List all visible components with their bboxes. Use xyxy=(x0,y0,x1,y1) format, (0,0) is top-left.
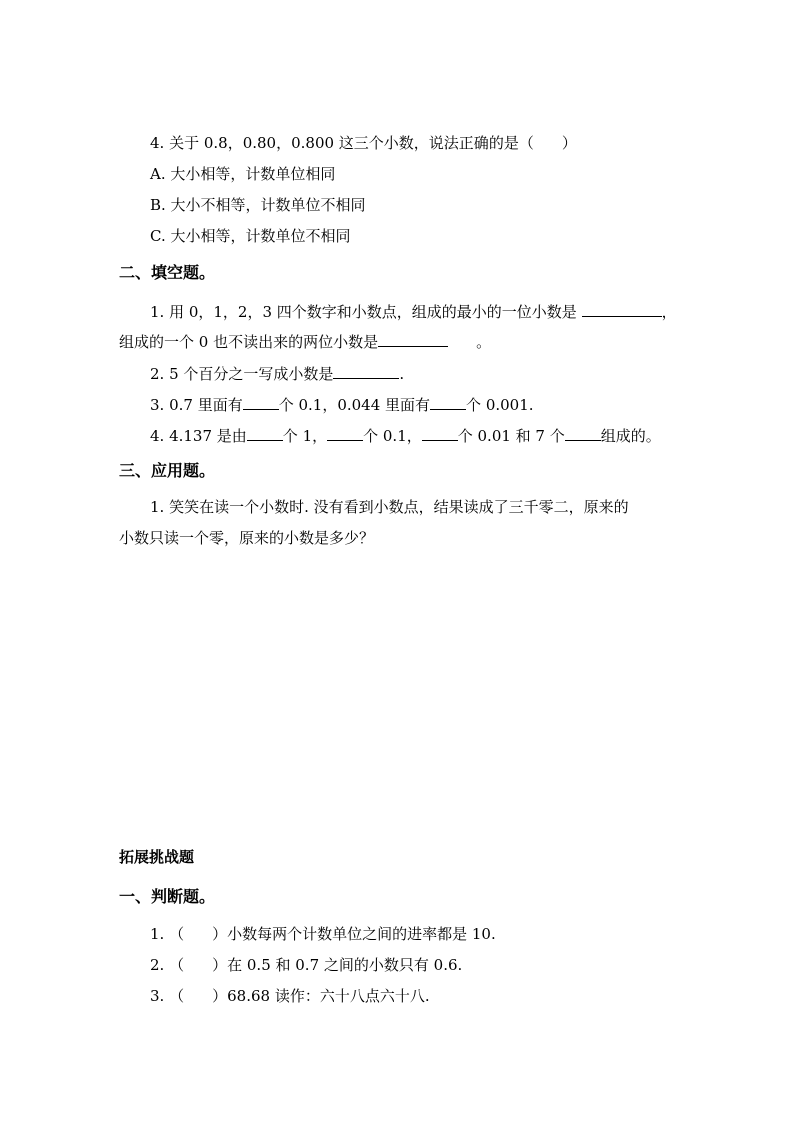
fill-q1-blank-1[interactable] xyxy=(582,301,662,317)
fill-q3-c: 个 0.001. xyxy=(466,396,534,414)
fill-q3-blank-2[interactable] xyxy=(430,394,466,410)
fill-q1-line2 xyxy=(119,331,491,351)
fill-q1-part2-end: 。 xyxy=(476,333,492,351)
judge-item-3-text: 68.68 读作：六十八点六十八. xyxy=(227,987,430,1005)
choice-q4-option-b: B. 大小不相等，计数单位不相同 xyxy=(150,196,366,214)
app-q1-line1: 1. 笑笑在读一个小数时. 没有看到小数点，结果读成了三千零二，原来的 xyxy=(150,498,629,516)
fill-q1-blank-2[interactable] xyxy=(378,331,448,347)
fill-q3-line xyxy=(150,394,534,414)
judge-item-1-num: 1. （ xyxy=(150,925,185,943)
fill-q4-c: 个 0.1， xyxy=(363,427,422,445)
fill-q4-blank-4[interactable] xyxy=(565,425,601,441)
fill-q1-part1: 1. 用 0，1，2，3 四个数字和小数点，组成的最小的一位小数是 xyxy=(150,303,577,321)
fill-q3-a: 3. 0.7 里面有 xyxy=(150,396,243,414)
fill-q1-line1 xyxy=(150,301,677,321)
judge-item-3-num: 3. （ xyxy=(150,987,185,1005)
fill-q4-e: 组成的。 xyxy=(600,427,661,445)
judge-item-2-close: ） xyxy=(212,956,228,974)
fill-q4-d: 个 0.01 和 7 个 xyxy=(457,427,565,445)
judge-item-2 xyxy=(150,955,462,975)
choice-q4-stem xyxy=(150,133,577,153)
choice-q4-option-c: C. 大小相等，计数单位不相同 xyxy=(150,227,351,245)
fill-q2-part1: 2. 5 个百分之一写成小数是 xyxy=(150,365,334,383)
section-judge-heading: 一、判断题。 xyxy=(119,887,216,906)
judge-item-1-close: ） xyxy=(212,925,228,943)
fill-q1-part2: 组成的一个 0 也不读出来的两位小数是 xyxy=(119,333,379,351)
choice-q4-stem-text: 4. 关于 0.8，0.80，0.800 这三个小数，说法正确的是（ xyxy=(150,134,534,152)
extension-title: 拓展挑战题 xyxy=(119,848,195,866)
choice-q4-option-a: A. 大小相等，计数单位相同 xyxy=(150,165,336,183)
fill-q4-b: 个 1， xyxy=(282,427,328,445)
judge-item-1 xyxy=(150,924,496,944)
fill-q4-line xyxy=(150,425,661,445)
judge-item-2-num: 2. （ xyxy=(150,956,185,974)
fill-q3-b: 个 0.1，0.044 里面有 xyxy=(278,396,431,414)
fill-q4-blank-1[interactable] xyxy=(247,425,283,441)
fill-q4-blank-2[interactable] xyxy=(327,425,363,441)
judge-item-3 xyxy=(150,986,430,1006)
fill-q4-blank-3[interactable] xyxy=(422,425,458,441)
fill-q2-part1-end: . xyxy=(399,365,405,383)
fill-q4-a: 4. 4.137 是由 xyxy=(150,427,247,445)
section-app-heading: 三、应用题。 xyxy=(119,461,216,480)
judge-item-1-text: 小数每两个计数单位之间的进率都是 10. xyxy=(227,925,496,943)
fill-q1-part1-end: ， xyxy=(661,303,677,321)
fill-q2-line xyxy=(150,363,404,383)
section-fill-heading: 二、填空题。 xyxy=(119,263,216,282)
judge-item-2-text: 在 0.5 和 0.7 之间的小数只有 0.6. xyxy=(227,956,463,974)
choice-q4-close: ） xyxy=(561,134,577,152)
fill-q2-blank[interactable] xyxy=(333,363,399,379)
judge-item-3-close: ） xyxy=(212,987,228,1005)
fill-q3-blank-1[interactable] xyxy=(243,394,279,410)
app-q1-line2: 小数只读一个零，原来的小数是多少？ xyxy=(119,529,375,547)
